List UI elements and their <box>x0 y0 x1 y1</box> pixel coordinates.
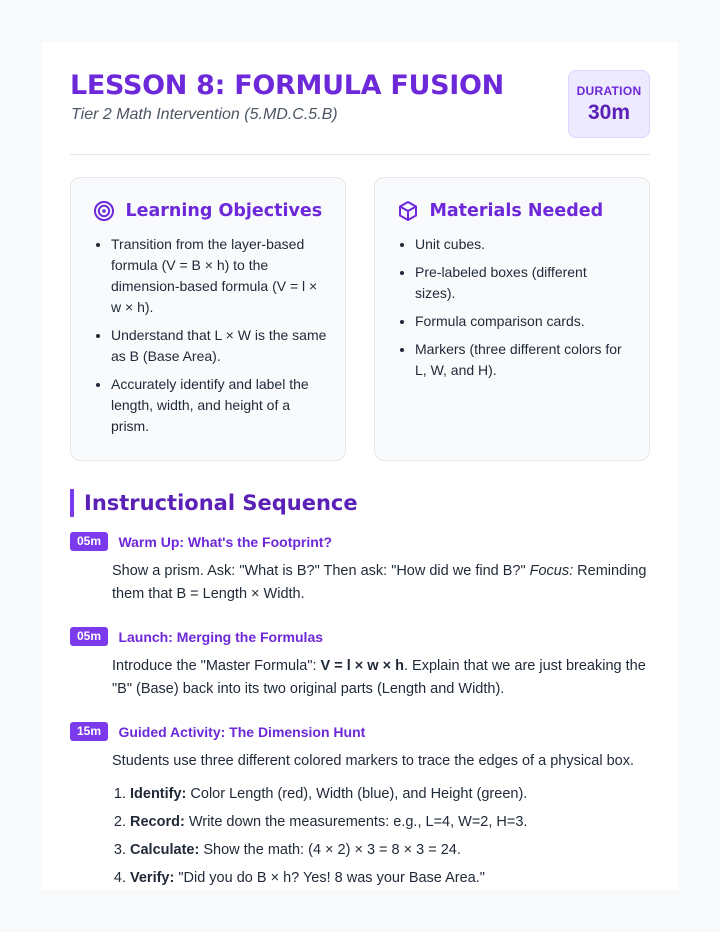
list-item-text: Show the math: (4 × 2) × 3 = 8 × 3 = 24. <box>199 842 461 858</box>
time-badge: 15m <box>70 722 108 741</box>
list-item <box>130 839 650 862</box>
duration-value: 30m <box>587 101 631 124</box>
materials-card <box>374 177 650 461</box>
list-item: • Markers (three different colors for L, W, and H). <box>415 339 631 381</box>
step-text-part: Introduce the "Master Formula": <box>112 658 321 674</box>
list-item-text: "Did you do B × h? Yes! 8 was your Base Area." <box>174 870 485 886</box>
step-text <box>112 655 650 701</box>
list-item <box>130 783 650 806</box>
list-item: • Unit cubes. <box>415 234 631 255</box>
time-badge: 05m <box>70 627 108 646</box>
step-body <box>112 750 650 890</box>
focus-label: Focus: <box>529 563 574 579</box>
lesson-header <box>70 70 650 155</box>
step-title: Launch: Merging the Formulas <box>118 628 324 645</box>
time-badge: 05m <box>70 532 108 551</box>
instructional-sequence-title: Instructional Sequence <box>70 489 358 517</box>
list-item-text: Write down the measurements: e.g., L=4, W=2, H=3. <box>184 814 528 830</box>
target-icon <box>93 200 115 222</box>
master-formula: V = l × w × h <box>320 658 404 674</box>
step-warm-up <box>70 532 650 606</box>
list-item: • Pre-labeled boxes (different sizes). <box>415 262 631 304</box>
lesson-subtitle: Tier 2 Math Intervention (5.MD.C.5.B) <box>71 106 338 123</box>
lesson-title: LESSON 8: FORMULA FUSION <box>70 70 504 101</box>
list-item-label: Verify: <box>130 870 175 886</box>
learning-objectives-card <box>70 177 346 461</box>
step-guided-activity <box>70 722 650 895</box>
list-item: • Formula comparison cards. <box>415 311 631 332</box>
step-text-part: Reminding them that B = Length × Width. <box>112 563 647 602</box>
activity-steps-list <box>112 783 650 890</box>
list-item-label: Record: <box>130 814 185 830</box>
list-item-label: Identify: <box>130 786 187 802</box>
step-body <box>112 560 650 606</box>
list-item-label: Calculate: <box>130 842 200 858</box>
objectives-heading <box>93 200 322 222</box>
list-item <box>130 867 650 890</box>
list-item <box>130 811 650 834</box>
step-title: Warm Up: What's the Footprint? <box>118 533 333 550</box>
objectives-list <box>93 234 327 444</box>
step-text-part: Show a prism. Ask: "What is B?" Then ask: "How did we find B?" <box>112 563 530 579</box>
step-body <box>112 655 650 701</box>
list-item-text: Color Length (red), Width (blue), and Height (green). <box>186 786 528 802</box>
materials-title: Materials Needed <box>429 201 604 221</box>
materials-list <box>397 234 631 388</box>
duration-box <box>568 70 650 138</box>
list-item: • Transition from the layer-based formula (V = B × h) to the dimension-based formula (V = l × w × h). <box>111 234 327 318</box>
step-title: Guided Activity: The Dimension Hunt <box>118 723 366 740</box>
step-header <box>70 532 650 552</box>
list-item: • Accurately identify and label the length, width, and height of a prism. <box>111 374 327 437</box>
step-launch <box>70 627 650 701</box>
materials-heading <box>397 200 603 222</box>
step-header <box>70 722 650 742</box>
step-header <box>70 627 650 647</box>
duration-label: DURATION <box>576 84 642 98</box>
lesson-page <box>42 42 678 890</box>
cube-icon <box>397 200 419 222</box>
step-text <box>112 560 650 606</box>
objectives-title: Learning Objectives <box>125 201 323 221</box>
list-item: • Understand that L × W is the same as B (Base Area). <box>111 325 327 367</box>
step-text: Students use three different colored markers to trace the edges of a physical box. <box>112 753 635 769</box>
step-text-part: . Explain that we are just breaking the "B" (Base) back into its two original parts (Length and Width). <box>112 658 646 697</box>
